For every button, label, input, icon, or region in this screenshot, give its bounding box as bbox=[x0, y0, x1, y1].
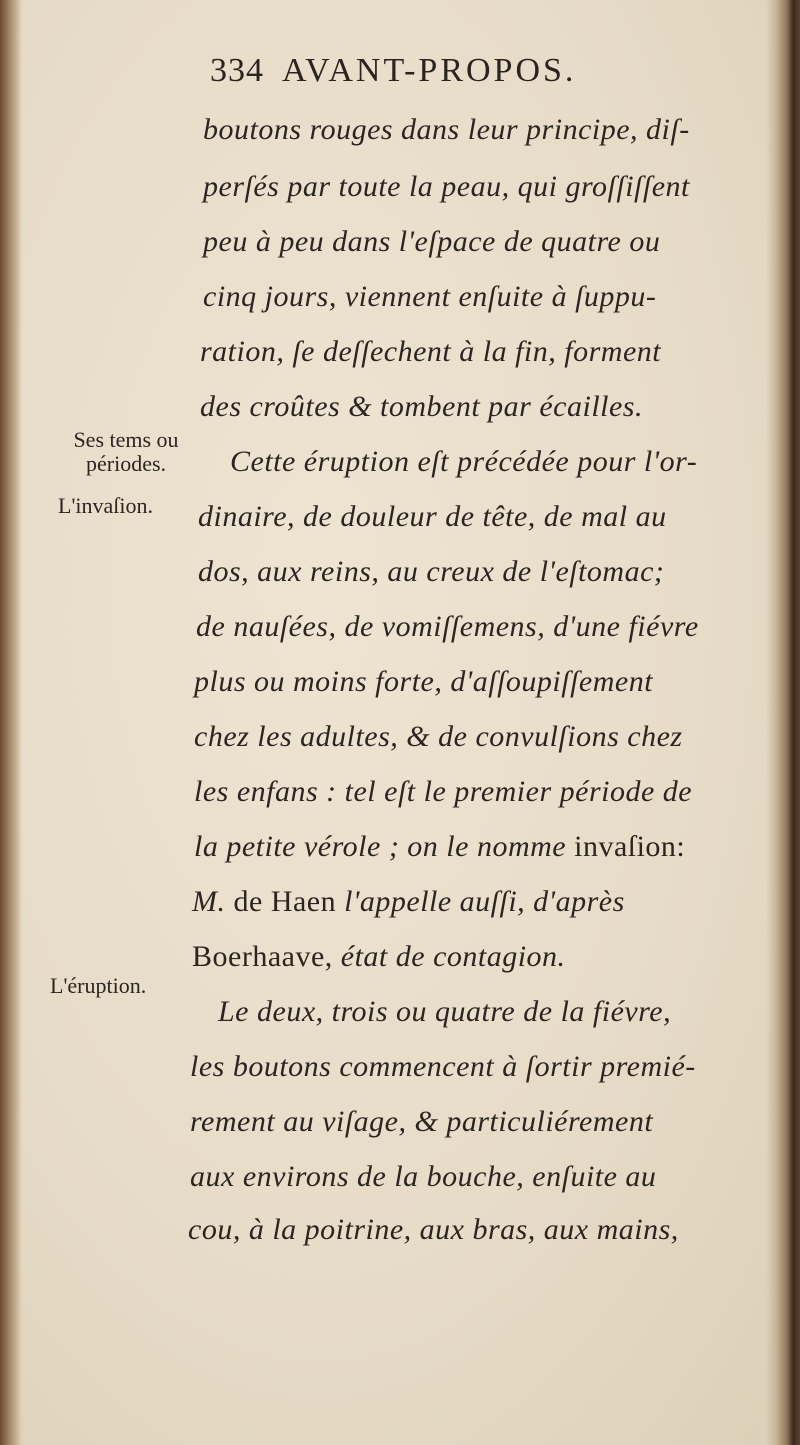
text-line bbox=[192, 940, 566, 980]
text-line: chez les adultes, & de convulſions chez bbox=[194, 720, 683, 753]
running-header bbox=[210, 52, 670, 96]
margin-note-invasion: L'invaſion. bbox=[58, 493, 154, 518]
text-span: M. bbox=[192, 885, 226, 918]
text-span: l'appelle auſſi, d'après bbox=[344, 885, 625, 918]
page-edge bbox=[766, 0, 800, 1445]
margin-note-periods bbox=[56, 428, 196, 476]
text-line: dinaire, de douleur de tête, de mal au bbox=[198, 500, 667, 533]
text-line: des croûtes & tombent par écailles. bbox=[200, 390, 643, 423]
margin-note-eruption: L'éruption. bbox=[50, 973, 147, 998]
text-line: Le deux, trois ou quatre de la fiévre, bbox=[218, 995, 672, 1028]
text-span-roman: de Haen bbox=[233, 885, 337, 918]
margin-note-line: Ses tems ou bbox=[73, 427, 179, 452]
text-line: peu à peu dans l'eſpace de quatre ou bbox=[203, 225, 661, 258]
text-line: Cette éruption eſt précédée pour l'or- bbox=[230, 445, 698, 478]
text-span: la petite vérole ; on le nomme bbox=[194, 830, 567, 863]
text-span-roman: invaſion: bbox=[574, 830, 686, 863]
running-title: AVANT-PROPOS. bbox=[282, 52, 577, 89]
text-span: état de contagion. bbox=[340, 940, 566, 973]
margin-note-line: périodes. bbox=[85, 451, 167, 476]
text-span-roman: Boerhaave, bbox=[192, 940, 333, 973]
text-line: dos, aux reins, au creux de l'eſtomac; bbox=[198, 555, 665, 588]
text-line bbox=[192, 885, 625, 925]
text-line: perſés par toute la peau, qui groſſiſſent bbox=[203, 170, 690, 203]
binding-shadow bbox=[0, 0, 22, 1445]
text-line: de nauſées, de vomiſſemens, d'une fiévre bbox=[196, 610, 699, 643]
text-line: aux environs de la bouche, enſuite au bbox=[190, 1160, 657, 1193]
text-line: les enfans : tel eſt le premier période de bbox=[194, 775, 693, 808]
text-line: ration, ſe deſſechent à la fin, forment bbox=[200, 335, 662, 368]
text-line: les boutons commencent à ſortir premié- bbox=[190, 1050, 696, 1083]
text-line bbox=[194, 830, 685, 870]
page-number: 334 bbox=[210, 52, 264, 89]
text-line: rement au viſage, & particuliérement bbox=[190, 1105, 654, 1138]
text-line: plus ou moins forte, d'aſſoupiſſement bbox=[194, 665, 654, 698]
text-line: cou, à la poitrine, aux bras, aux mains, bbox=[188, 1213, 679, 1246]
text-line: boutons rouges dans leur principe, diſ- bbox=[203, 113, 690, 146]
text-line: cinq jours, viennent enſuite à ſuppu- bbox=[203, 280, 657, 313]
